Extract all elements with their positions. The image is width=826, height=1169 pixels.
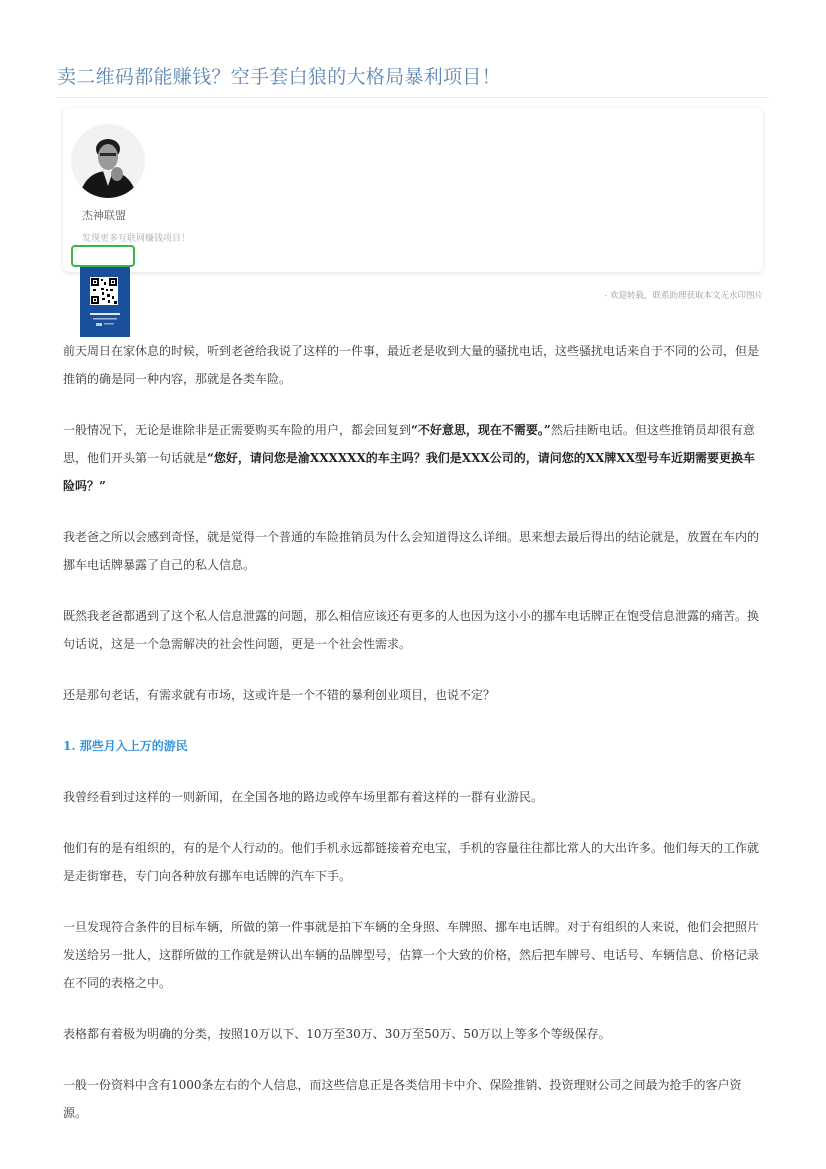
follow-button[interactable] <box>71 245 135 267</box>
qr-caption-lines <box>88 311 122 329</box>
author-name[interactable]: 杰神联盟 <box>82 209 126 222</box>
title-divider <box>57 97 769 98</box>
article-body <box>63 337 765 1150</box>
person-portrait-icon <box>71 124 145 198</box>
paragraph: 一般一份资料中含有1000条左右的个人信息，而这些信息正是各类信用卡中介、保险推销、投资理财公司之间最为抢手的客户资源。 <box>63 1078 742 1120</box>
qr-code-icon <box>90 277 118 305</box>
paragraph: 一旦发现符合条件的目标车辆，所做的第一件事就是拍下车辆的全身照、车牌照、挪车电话牌。对于有组织的人来说，他们会把照片发送给另一批人，这群所做的工作就是辨认出车辆的品牌型号，估算一个大致的价格，然后把车牌号、电话号、车辆信息、价格记录在不同的表格之中。 <box>63 920 760 990</box>
paragraph: 表格都有着极为明确的分类，按照10万以下、10万至30万、30万至50万、50万以上等多个等级保存。 <box>63 1027 611 1041</box>
paragraph: 前天周日在家休息的时候，听到老爸给我说了这样的一件事，最近老是收到大量的骚扰电话，这些骚扰电话来自于不同的公司，但是推销的确是同一种内容，那就是各类车险。 <box>63 344 760 386</box>
bold-quote: “您好，请问您是渝XXXXXX的车主吗？我们是XXX公司的，请问您的XX牌XX型号车近期需要更换车险吗？” <box>63 451 755 493</box>
paragraph: 还是那句老话，有需求就有市场，这或许是一个不错的暴利创业项目，也说不定？ <box>63 688 496 702</box>
paragraph: 他们有的是有组织的，有的是个人行动的。他们手机永远都链接着充电宝，手机的容量往往都比常人的大出许多。他们每天的工作就是走街窜巷，专门向各种放有挪车电话牌的汽车下手。 <box>63 841 760 883</box>
author-avatar[interactable] <box>71 124 145 198</box>
section-heading: 1. 那些月入上万的游民 <box>63 739 188 753</box>
repost-note: - 欢迎转载，联系助理获取本文无水印图片 <box>604 291 763 301</box>
author-card <box>63 108 763 272</box>
paragraph: 我老爸之所以会感到奇怪，就是觉得一个普通的车险推销员为什么会知道得这么详细。思来想去最后得出的结论就是，放置在车内的挪车电话牌暴露了自己的私人信息。 <box>63 530 760 572</box>
paragraph <box>63 416 765 500</box>
text-run: 然后挂断电话。但这些推销员却很有意思，他们开头第一句话就是 <box>63 423 755 465</box>
paragraph: 我曾经看到过这样的一则新闻，在全国各地的路边或停车场里都有着这样的一群有业游民。 <box>63 790 544 804</box>
article-title: 卖二维码都能赚钱？空手套白狼的大格局暴利项目！ <box>57 66 501 88</box>
author-description: 发现更多互联网赚钱项目！ <box>82 234 191 244</box>
bold-quote: “不好意思，现在不需要。” <box>411 423 551 437</box>
paragraph: 既然我老爸都遇到了这个私人信息泄露的问题，那么相信应该还有更多的人也因为这小小的挪车电话牌正在饱受信息泄露的痛苦。换句话说，这是一个急需解决的社会性问题，更是一个社会性需求。 <box>63 609 760 651</box>
qr-code-card <box>80 267 130 337</box>
text-run: 一般情况下，无论是谁除非是正需要购买车险的用户，都会回复到 <box>63 423 412 437</box>
